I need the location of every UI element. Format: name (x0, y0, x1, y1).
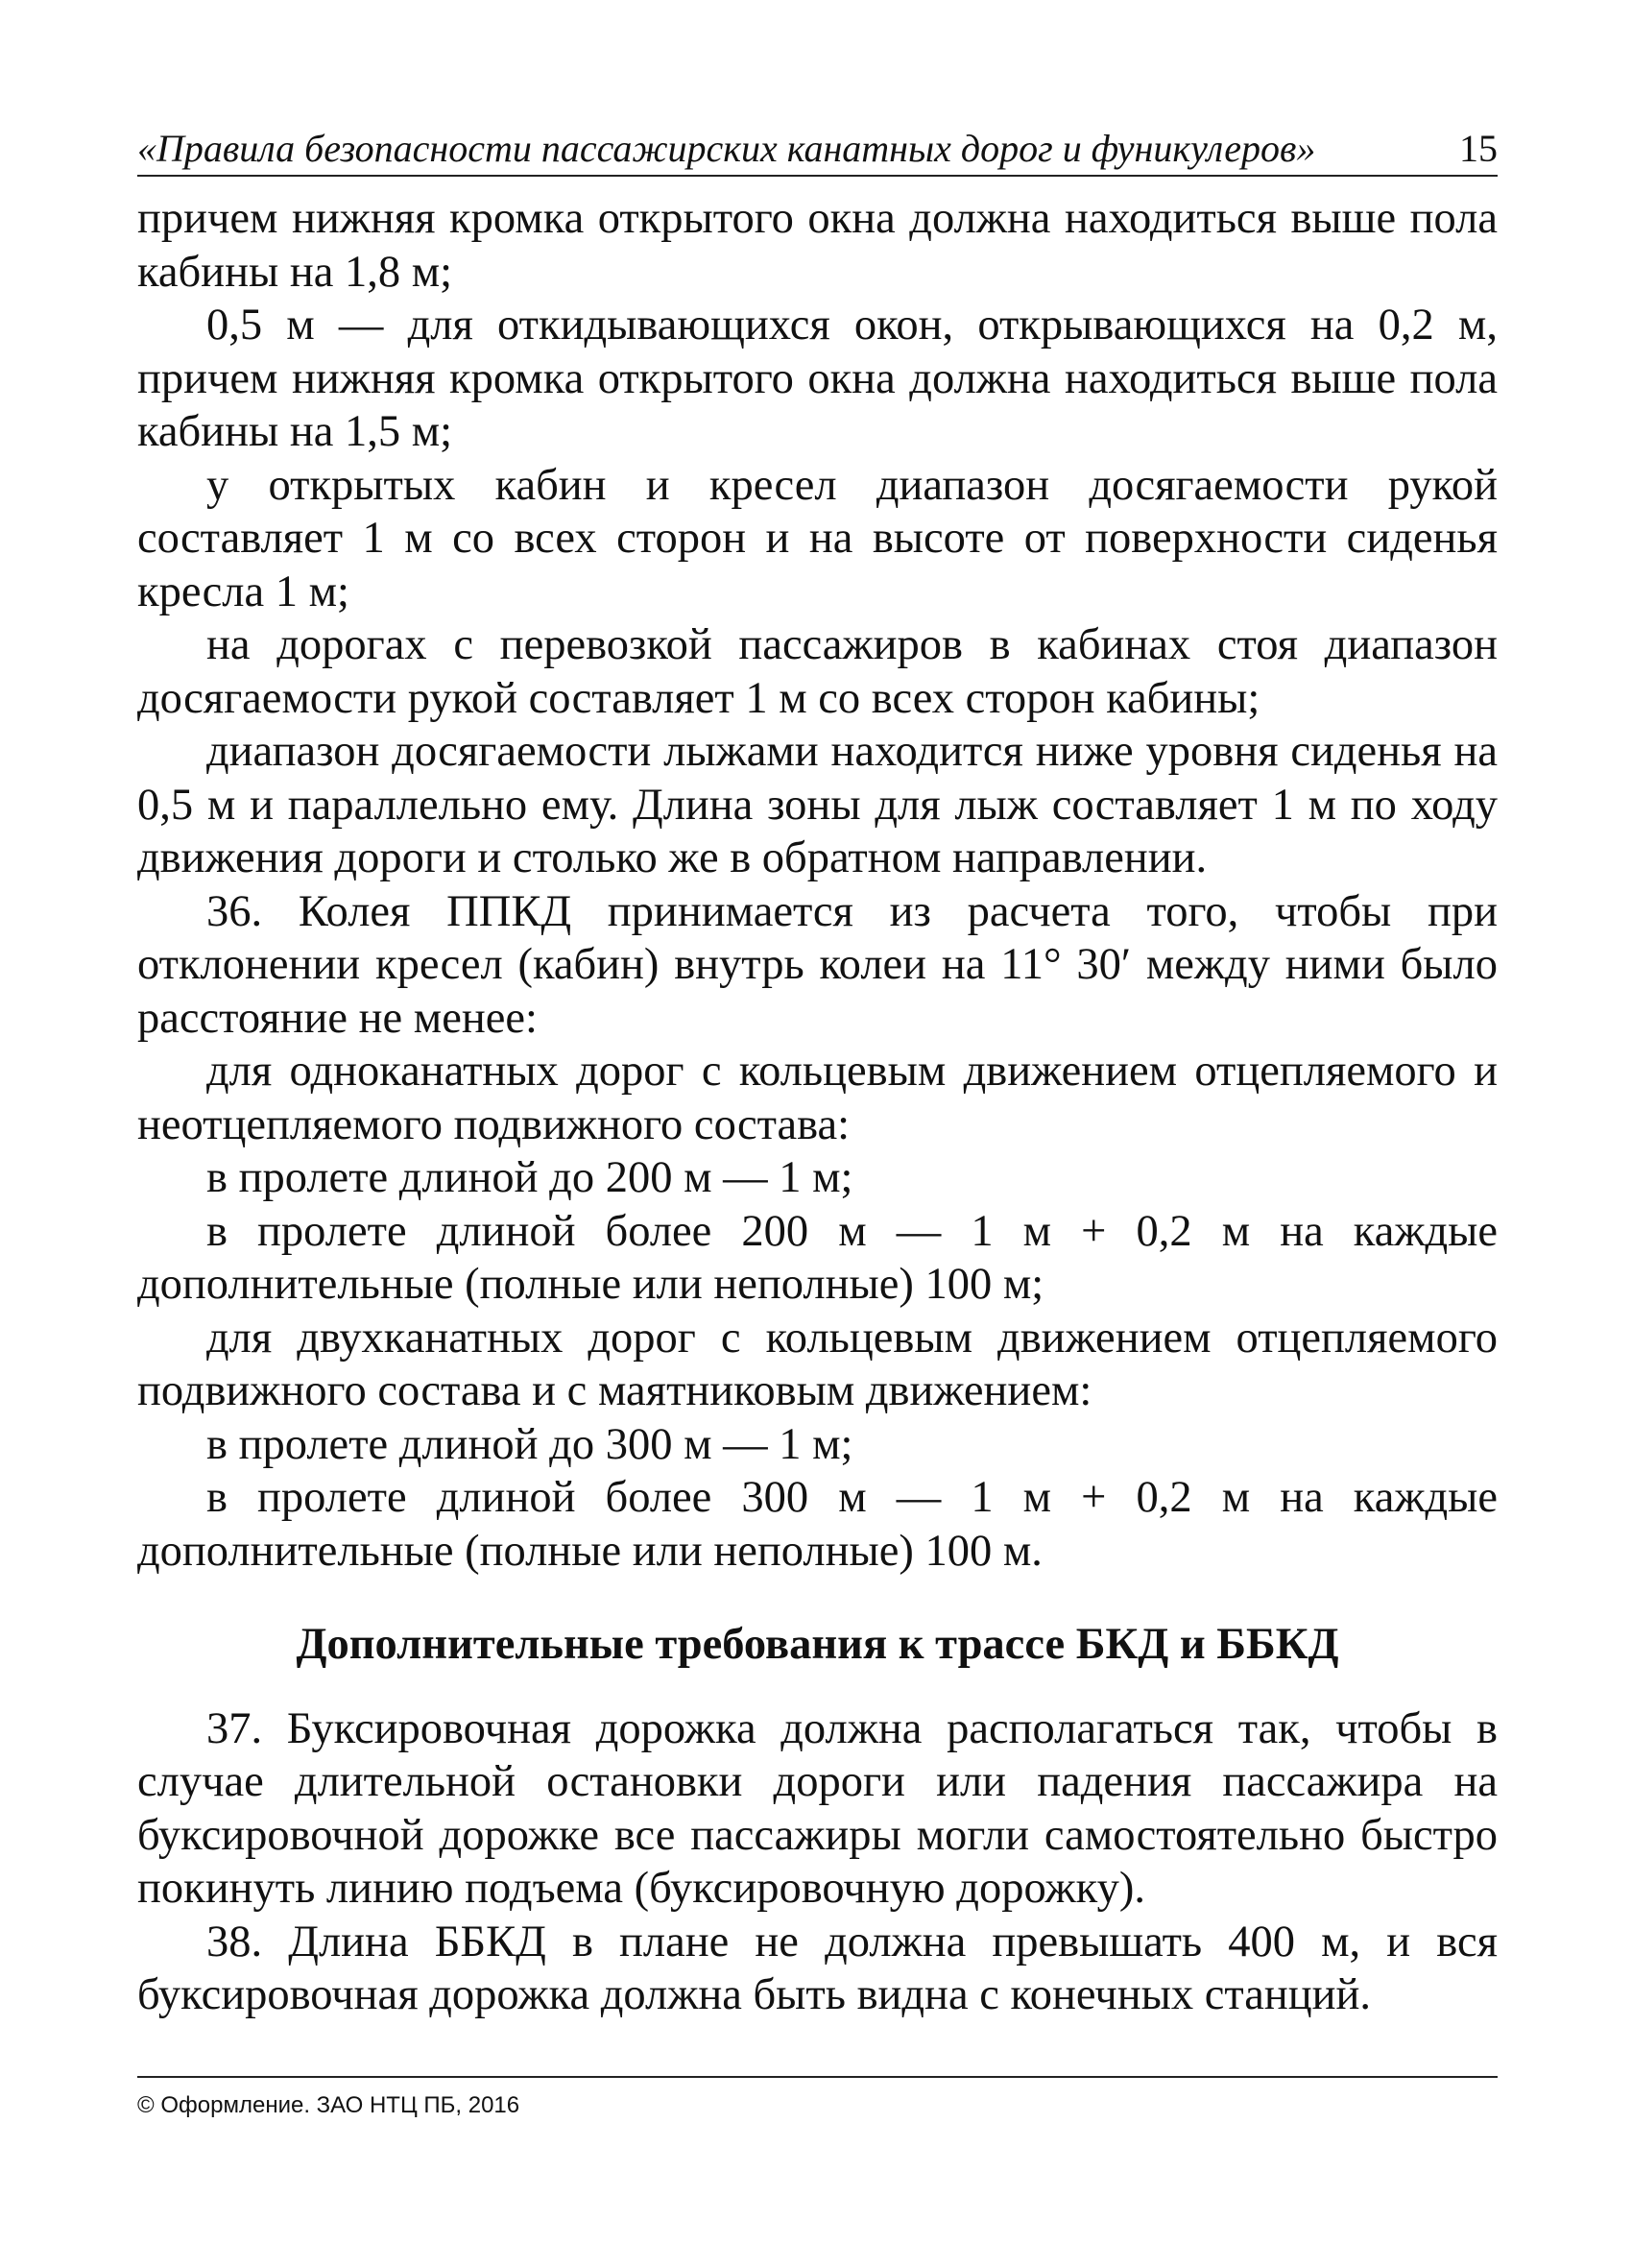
running-header (137, 125, 1498, 177)
paragraph: для одноканатных дорог с кольцевым движением отцепляемого и неотцепляемого подвижного состава: (137, 1047, 1498, 1149)
paragraph-clause-36: 36. Колея ППКД принимается из расчета того, чтобы при отклонении кресел (кабин) внутрь колеи на 11° 30′ между ними было расстояние не менее: (137, 886, 1498, 1043)
footer-copyright: © Оформление. ЗАО НТЦ ПБ, 2016 (137, 2092, 520, 2118)
section-heading: Дополнительные требования к трассе БКД и ББКД (296, 1620, 1339, 1669)
paragraph: в пролете длиной более 300 м — 1 м + 0,2 м на каждые дополнительные (полные или неполные) 100 м. (137, 1473, 1498, 1576)
paragraph: у открытых кабин и кресел диапазон досягаемости рукой составляет 1 м со всех сторон и на высоте от поверхности сиденья кресла 1 м; (137, 460, 1498, 616)
paragraph: в пролете длиной до 200 м — 1 м; (206, 1153, 853, 1202)
document-page (137, 0, 1498, 2268)
header-title: «Правила безопасности пассажирских канатных дорог и фуникулеров» (137, 127, 1316, 170)
paragraph: в пролете длиной до 300 м — 1 м; (206, 1419, 853, 1469)
page-number: 15 (1459, 127, 1498, 170)
paragraph: для двухканатных дорог с кольцевым движением отцепляемого подвижного состава и с маятниковым движением: (137, 1313, 1498, 1415)
paragraph: причем нижняя кромка открытого окна должна находиться выше пола кабины на 1,8 м; (137, 194, 1498, 297)
footer-divider (137, 2076, 1498, 2078)
paragraph: 0,5 м — для откидывающихся окон, открывающихся на 0,2 м, причем нижняя кромка открытого окна должна находиться выше пола кабины на 1,5 м; (137, 301, 1498, 456)
paragraph: диапазон досягаемости лыжами находится ниже уровня сиденья на 0,5 м и параллельно ему. Длина зоны для лыж составляет 1 м по ходу движения дороги и столько же в обратном направлении. (137, 727, 1498, 882)
paragraph: в пролете длиной более 200 м — 1 м + 0,2 м на каждые дополнительные (полные или неполные) 100 м; (137, 1206, 1498, 1309)
paragraph-clause-38: 38. Длина ББКД в плане не должна превышать 400 м, и вся буксировочная дорожка должна быть видна с конечных станций. (137, 1917, 1498, 2019)
paragraph: на дорогах с перевозкой пассажиров в кабинах стоя диапазон досягаемости рукой составляет 1 м со всех сторон кабины; (137, 620, 1498, 723)
body-text (137, 192, 1498, 2022)
paragraph-clause-37: 37. Буксировочная дорожка должна располагаться так, чтобы в случае длительной остановки дороги или падения пассажира на буксировочной дорожке все пассажиры могли самостоятельно быстро покинуть линию подъема (буксировочную дорожку). (137, 1703, 1498, 1913)
